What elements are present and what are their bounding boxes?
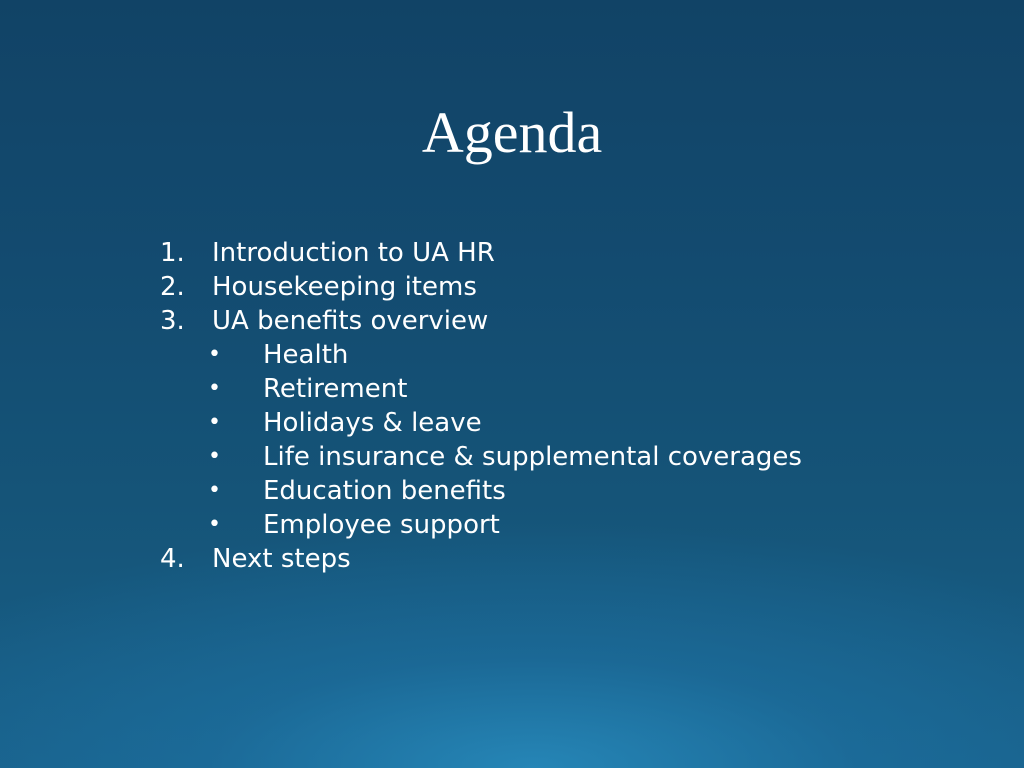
bullet-icon: • bbox=[208, 376, 221, 401]
bullet-icon: • bbox=[208, 478, 221, 503]
agenda-item-text: Housekeeping items bbox=[212, 272, 477, 302]
agenda-subitem-text: Life insurance & supplemental coverages bbox=[263, 442, 802, 472]
bullet-icon: • bbox=[208, 342, 221, 367]
agenda-subitem-text: Retirement bbox=[263, 374, 408, 404]
agenda-item-number: 2. bbox=[160, 272, 185, 302]
bullet-icon: • bbox=[208, 410, 221, 435]
agenda-subitem-text: Employee support bbox=[263, 510, 500, 540]
agenda-item-number: 3. bbox=[160, 306, 185, 336]
agenda-item-number: 1. bbox=[160, 238, 185, 268]
agenda-subitem-text: Holidays & leave bbox=[263, 408, 482, 438]
agenda-item-text: Introduction to UA HR bbox=[212, 238, 495, 268]
slide-title: Agenda bbox=[421, 100, 603, 165]
agenda-item-text: UA benefits overview bbox=[212, 306, 489, 336]
agenda-subitem-text: Education benefits bbox=[263, 476, 506, 506]
bullet-icon: • bbox=[208, 512, 221, 537]
agenda-subitem-text: Health bbox=[263, 340, 349, 370]
agenda-item-text: Next steps bbox=[212, 544, 351, 574]
agenda-item-number: 4. bbox=[160, 544, 185, 574]
bullet-icon: • bbox=[208, 444, 221, 469]
